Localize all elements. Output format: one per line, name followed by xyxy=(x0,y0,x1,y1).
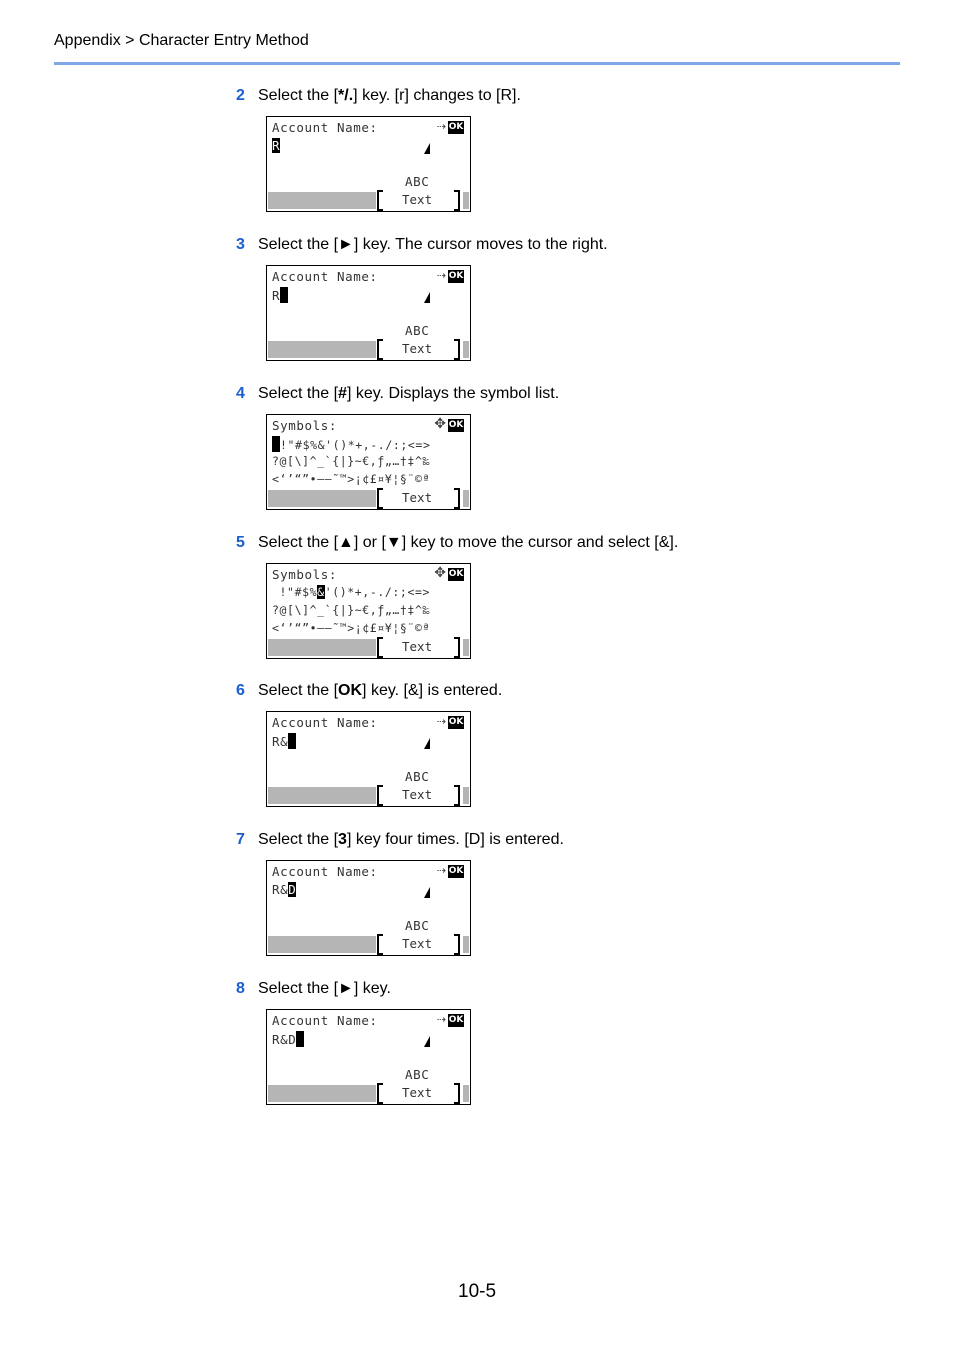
ok-icon: OK xyxy=(448,569,464,579)
softkey-bar xyxy=(268,787,376,804)
lcd-screen-step-6 xyxy=(266,711,471,807)
bracket-left xyxy=(377,339,383,360)
step-number: 3 xyxy=(236,236,245,253)
right-arrow-icon: ⇢ xyxy=(436,864,446,877)
step-number: 5 xyxy=(236,534,245,551)
step-5 xyxy=(236,534,678,552)
step-number: 8 xyxy=(236,980,245,997)
step-text: Select the [*/.] key. [r] changes to [R]. xyxy=(258,87,521,104)
step-7 xyxy=(236,831,564,849)
right-arrow-icon: ⇢ xyxy=(436,715,446,728)
field-label: Account Name: xyxy=(272,120,378,135)
text-softkey[interactable]: Text xyxy=(402,1085,433,1100)
input-mode: ABC xyxy=(405,323,430,338)
softkey-bar xyxy=(268,192,376,209)
ok-icon: OK xyxy=(448,717,464,727)
right-arrow-icon: ⇢ xyxy=(436,269,446,282)
text-softkey[interactable]: Text xyxy=(402,787,433,802)
text-cursor xyxy=(280,287,288,303)
bracket-left xyxy=(377,637,383,658)
step-text: Select the [▲] or [▼] key to move the cursor and select [&]. xyxy=(258,534,679,551)
page-number: 10-5 xyxy=(458,1281,497,1302)
right-arrow-icon: ⇢ xyxy=(436,1013,446,1026)
lcd-screen-step-5 xyxy=(266,563,471,659)
softkey-bar-right xyxy=(463,1085,469,1102)
bracket-right xyxy=(454,1083,460,1104)
ok-icon: OK xyxy=(448,122,464,132)
lcd-screen-step-2 xyxy=(266,116,471,212)
bracket-left xyxy=(377,190,383,211)
header-rule xyxy=(54,62,900,65)
lcd-screen-step-8 xyxy=(266,1009,471,1105)
field-label: Account Name: xyxy=(272,864,378,879)
text-cursor xyxy=(288,733,296,749)
bracket-right xyxy=(454,339,460,360)
softkey-bar-right xyxy=(463,490,469,507)
softkey-bar xyxy=(268,490,376,507)
entry-text: R xyxy=(272,287,288,303)
entry-text: R&D xyxy=(272,1031,304,1047)
input-mode-wedge-icon xyxy=(424,143,430,154)
right-arrow-icon: ⇢ xyxy=(436,120,446,133)
step-text: Select the [►] key. xyxy=(258,980,391,997)
input-mode: ABC xyxy=(405,918,430,933)
bracket-left xyxy=(377,785,383,806)
step-2 xyxy=(236,87,521,105)
input-mode-wedge-icon xyxy=(424,1036,430,1047)
step-number: 2 xyxy=(236,87,245,104)
text-softkey[interactable]: Text xyxy=(402,936,433,951)
entry-text: R& xyxy=(272,733,296,749)
step-6 xyxy=(236,682,502,700)
step-text: Select the [3] key four times. [D] is entered. xyxy=(258,831,564,848)
step-text: Select the [►] key. The cursor moves to the right. xyxy=(258,236,608,253)
input-mode: ABC xyxy=(405,769,430,784)
text-softkey[interactable]: Text xyxy=(402,490,433,505)
input-mode-wedge-icon xyxy=(424,292,430,303)
field-label: Account Name: xyxy=(272,715,378,730)
text-cursor xyxy=(296,1031,304,1047)
softkey-bar-right xyxy=(463,192,469,209)
step-number: 4 xyxy=(236,385,245,402)
text-softkey[interactable]: Text xyxy=(402,192,433,207)
bracket-right xyxy=(454,190,460,211)
symbol-row-2: ?@[\]^_`{|}~€,ƒ„…†‡^‰ xyxy=(272,454,430,468)
step-text: Select the [OK] key. [&] is entered. xyxy=(258,682,503,699)
softkey-bar-right xyxy=(463,341,469,358)
symbol-row-3: <‘’“”•–—˜™>¡¢£¤¥¦§¨©ª xyxy=(272,621,430,635)
symbol-row-3: <‘’“”•–—˜™>¡¢£¤¥¦§¨©ª xyxy=(272,472,430,486)
text-cursor xyxy=(272,436,280,452)
step-4 xyxy=(236,385,559,403)
field-label: Account Name: xyxy=(272,269,378,284)
softkey-bar xyxy=(268,341,376,358)
softkey-bar xyxy=(268,936,376,953)
lcd-screen-step-3 xyxy=(266,265,471,361)
step-number: 6 xyxy=(236,682,245,699)
entry-text: R&D xyxy=(272,882,297,897)
bracket-left xyxy=(377,488,383,509)
softkey-bar xyxy=(268,639,376,656)
breadcrumb: Appendix > Character Entry Method xyxy=(54,32,309,49)
bracket-right xyxy=(454,785,460,806)
bracket-right xyxy=(454,488,460,509)
input-mode-wedge-icon xyxy=(424,738,430,749)
bracket-right xyxy=(454,637,460,658)
text-softkey[interactable]: Text xyxy=(402,639,433,654)
softkey-bar-right xyxy=(463,936,469,953)
lcd-screen-step-4 xyxy=(266,414,471,510)
symbol-row-1: !"#$%&'()*+,-./:;<=> xyxy=(272,585,431,599)
ok-icon: OK xyxy=(448,271,464,281)
bracket-left xyxy=(377,1083,383,1104)
input-mode: ABC xyxy=(405,174,430,189)
symbol-row-2: ?@[\]^_`{|}~€,ƒ„…†‡^‰ xyxy=(272,603,430,617)
softkey-bar-right xyxy=(463,787,469,804)
text-softkey[interactable]: Text xyxy=(402,341,433,356)
selected-symbol: & xyxy=(317,585,325,599)
step-number: 7 xyxy=(236,831,245,848)
ok-icon: OK xyxy=(448,866,464,876)
four-way-arrow-icon: ✥ xyxy=(434,416,446,432)
input-mode-wedge-icon xyxy=(424,887,430,898)
field-label: Symbols: xyxy=(272,567,338,582)
bracket-left xyxy=(377,934,383,955)
step-8 xyxy=(236,980,391,998)
cursor-char: D xyxy=(288,882,297,897)
input-mode: ABC xyxy=(405,1067,430,1082)
softkey-bar xyxy=(268,1085,376,1102)
four-way-arrow-icon: ✥ xyxy=(434,565,446,581)
ok-icon: OK xyxy=(448,1015,464,1025)
lcd-screen-step-7 xyxy=(266,860,471,956)
entry-text: R xyxy=(272,138,281,153)
field-label: Symbols: xyxy=(272,418,338,433)
step-3 xyxy=(236,236,608,254)
step-text: Select the [#] key. Displays the symbol list. xyxy=(258,385,560,402)
bracket-right xyxy=(454,934,460,955)
symbol-row-1: !"#$%&'()*+,-./:;<=> xyxy=(272,436,430,452)
field-label: Account Name: xyxy=(272,1013,378,1028)
softkey-bar-right xyxy=(463,639,469,656)
ok-icon: OK xyxy=(448,420,464,430)
